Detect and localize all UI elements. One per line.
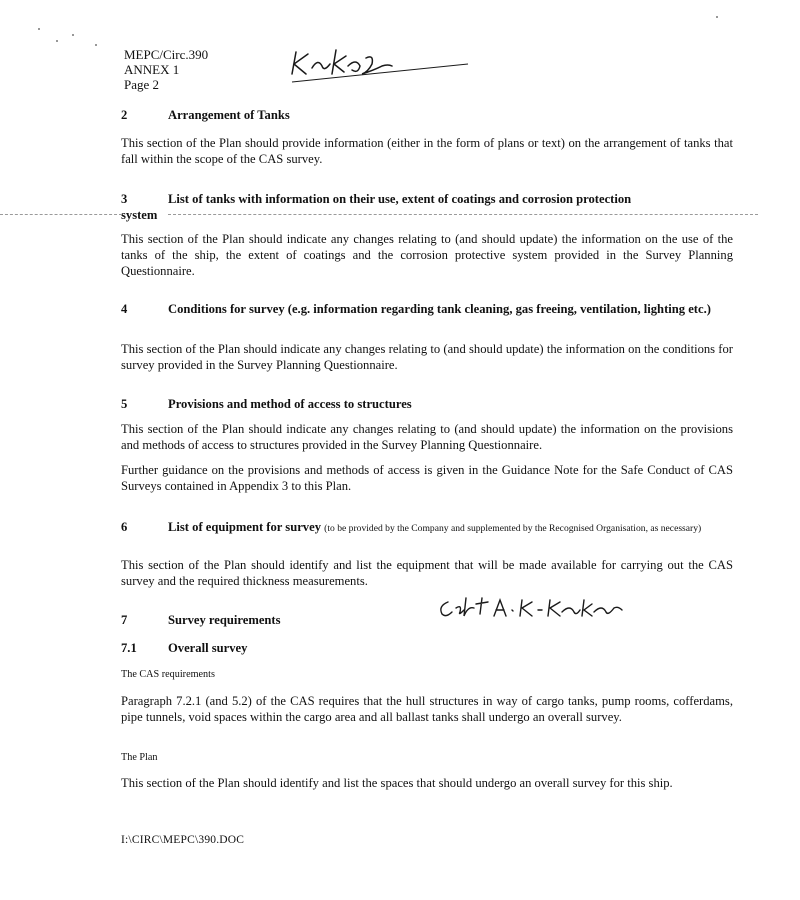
scan-speck [72,34,74,36]
section-title-cont: system [121,208,158,222]
section-5-body: This section of the Plan should indicate any changes relating to (and should update) the information on the provisions and methods of access to structures provided in the Survey Planning Questionnaire. [121,422,733,452]
cas-requirements-subheading: The CAS requirements [121,669,215,680]
section-3-body: This section of the Plan should indicate any changes relating to (and should update) the information on the use of the tanks of the ship, the extent of coatings and the corrosion protective system provided in the Survey Planning Questionnaire. [121,232,733,278]
section-number: 3 [121,192,128,206]
handwritten-signature [436,594,626,622]
annex-label: ANNEX 1 [124,62,180,77]
section-4-heading [121,301,733,317]
section-7-1-body: Paragraph 7.2.1 (and 5.2) of the CAS requires that the hull structures in way of cargo tanks, pump rooms, cofferdams, pipe tunnels, void spaces within the cargo area and all ballast tanks shall undergo an overall survey. [121,694,733,724]
scan-speck [56,40,58,42]
section-title: Conditions for survey (e.g. information regarding tank cleaning, gas freeing, ventilation, lighting etc.) [168,302,711,316]
section-3-heading [121,191,733,223]
section-7-heading [121,612,733,628]
plan-subheading: The Plan [121,752,158,763]
circular-reference: MEPC/Circ.390 [124,47,209,62]
section-title: Provisions and method of access to structures [168,397,412,411]
section-number: 2 [121,108,128,122]
scan-artifact-line [168,214,758,215]
section-6-body: This section of the Plan should identify and list the equipment that will be made available for carrying out the CAS survey and the required thickness measurements. [121,558,733,588]
file-path-footer: I:\CIRC\MEPC\390.DOC [121,834,245,846]
section-5-heading [121,396,733,412]
section-7-1-plan-body: This section of the Plan should identify and list the spaces that should undergo an overall survey for this ship. [121,776,673,790]
section-number: 5 [121,397,128,411]
section-4-body: This section of the Plan should indicate any changes relating to (and should update) the information on the conditions for survey provided in the Survey Planning Questionnaire. [121,342,733,372]
section-note: (to be provided by the Company and supplemented by the Recognised Organisation, as necessary) [324,523,702,534]
section-number: 7.1 [121,641,137,655]
scan-speck [38,28,40,30]
section-2-body: This section of the Plan should provide information (either in the form of plans or text) on the arrangement of tanks that fall within the scope of the CAS survey. [121,136,733,166]
scan-artifact-line [0,214,122,215]
section-7-1-heading [121,640,733,656]
section-number: 7 [121,613,128,627]
section-title: Arrangement of Tanks [168,108,290,122]
scan-speck [716,16,718,18]
section-title: Survey requirements [168,613,281,627]
section-5-guidance: Further guidance on the provisions and methods of access is given in the Guidance Note for the Safe Conduct of CAS Surveys contained in Appendix 3 to this Plan. [121,463,733,493]
section-number: 6 [121,520,128,534]
signature-mark [282,44,472,88]
section-2-heading [121,107,733,123]
section-number: 4 [121,302,128,316]
section-6-heading [121,519,733,537]
section-title: Overall survey [168,641,248,655]
page-number: Page 2 [124,77,160,92]
document-header [124,47,208,92]
section-title: List of tanks with information on their use, extent of coatings and corrosion protection [168,192,632,206]
scan-speck [95,44,97,46]
section-title: List of equipment for survey [168,520,321,534]
